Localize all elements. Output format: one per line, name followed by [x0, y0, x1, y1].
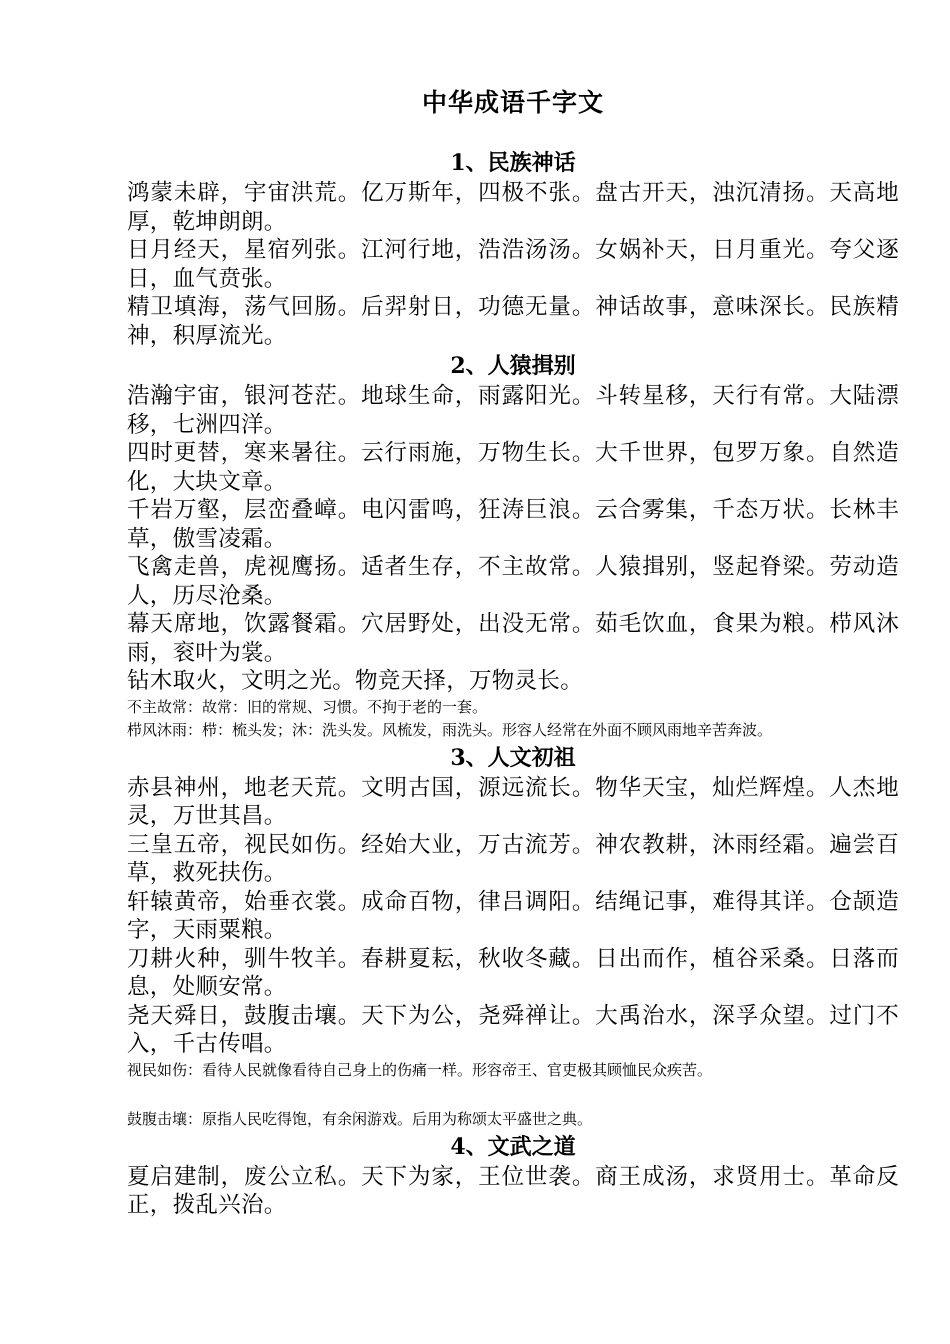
- verse-paragraph: 鸿蒙未辟，宇宙洪荒。亿万斯年，四极不张。盘古开天，浊沉清扬。天高地厚，乾坤朗朗。: [127, 180, 899, 235]
- verse-paragraph: 赤县神州，地老天荒。文明古国，源远流长。物华天宝，灿烂辉煌。人杰地灵，万世其昌。: [127, 774, 899, 829]
- section-2: [127, 350, 899, 742]
- idiom-note: 不主故常：故常：旧的常规、习惯。不拘于老的一套。: [127, 697, 488, 716]
- idiom-note: 视民如伤：看待人民就像看待自己身上的伤痛一样。形容帝王、官吏极其顾恤民众疾苦。: [127, 1060, 713, 1079]
- verse-paragraph: 夏启建制，废公立私。天下为家，王位世袭。商王成汤，求贤用士。革命反正，拨乱兴治。: [127, 1163, 899, 1218]
- idiom-note: 栉风沐雨：栉：梳头发；沐：洗头发。风梳发，雨洗头。形容人经常在外面不顾风雨地辛苦奔波。: [127, 720, 773, 739]
- verse-paragraph: 三皇五帝，视民如伤。经始大业，万古流芳。神农教耕，沐雨经霜。遍尝百草，救死扶伤。: [127, 831, 899, 886]
- verse-paragraph: 精卫填海，荡气回肠。后羿射日，功德无量。神话故事，意味深长。民族精神，积厚流光。: [127, 294, 899, 349]
- document-page: [127, 85, 899, 1220]
- verse-paragraph: 四时更替，寒来暑往。云行雨施，万物生长。大千世界，包罗万象。自然造化，大块文章。: [127, 440, 899, 495]
- verse-paragraph: 轩辕黄帝，始垂衣裳。成命百物，律吕调阳。结绳记事，难得其详。仓颉造字，天雨粟粮。: [127, 888, 899, 943]
- verse-paragraph: 日月经天，星宿列张。江河行地，浩浩汤汤。女娲补天，日月重光。夸父逐日，血气贲张。: [127, 237, 899, 292]
- section-3: [127, 742, 899, 1131]
- section-heading: 4、文武之道: [450, 1133, 576, 1160]
- verse-paragraph: 尧天舜日，鼓腹击壤。天下为公，尧舜禅让。大禹治水，深孚众望。过门不入，千古传唱。: [127, 1002, 899, 1057]
- section-4: [127, 1131, 899, 1220]
- verse-paragraph: 飞禽走兽，虎视鹰扬。适者生存，不主故常。人猿揖别，竖起脊梁。劳动造人，历尽沧桑。: [127, 554, 899, 609]
- blank-line: [127, 1082, 899, 1108]
- verse-paragraph: 刀耕火种，驯牛牧羊。春耕夏耘，秋收冬藏。日出而作，植谷采桑。日落而息，处顺安常。: [127, 945, 899, 1000]
- verse-paragraph: 幕天席地，饮露餐霜。穴居野处，出没无常。茹毛饮血，食果为粮。栉风沐雨，衮叶为裳。: [127, 611, 899, 666]
- section-heading: 3、人文初祖: [450, 744, 576, 771]
- section-1: [127, 147, 899, 350]
- document-title: 中华成语千字文: [421, 88, 604, 117]
- verse-paragraph: 钻木取火，文明之光。物竞天择，万物灵长。: [127, 668, 584, 694]
- verse-paragraph: 浩瀚宇宙，银河苍茫。地球生命，雨露阳光。斗转星移，天行有常。大陆漂移，七洲四洋。: [127, 383, 899, 438]
- verse-paragraph: 千岩万壑，层峦叠嶂。电闪雷鸣，狂涛巨浪。云合雾集，千态万状。长林丰草，傲雪凌霜。: [127, 497, 899, 552]
- section-heading: 2、人猿揖别: [450, 353, 576, 379]
- section-heading: 1、民族神话: [450, 150, 576, 176]
- idiom-note: 鼓腹击壤：原指人民吃得饱，有余闲游戏。后用为称颂太平盛世之典。: [127, 1109, 593, 1128]
